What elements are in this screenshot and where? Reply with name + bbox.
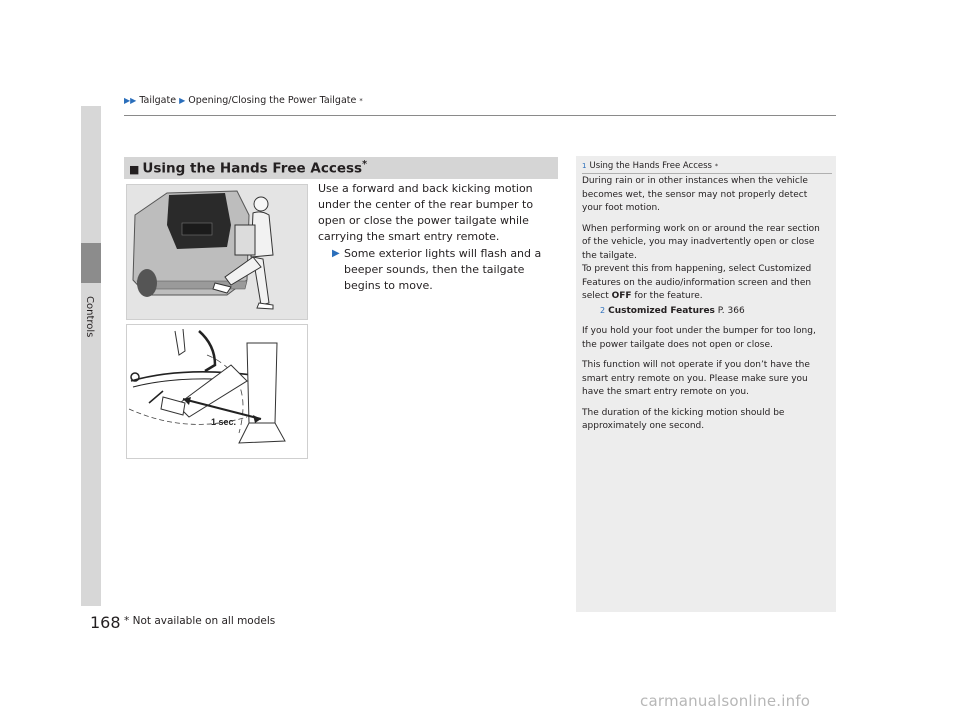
breadcrumb [124,95,363,106]
sidebar-paragraph-4: This function will not operate if you don’t have the smart entry remote on you. Please make sure you have the smart entry remote on you. [582,360,810,397]
bullet-item [332,246,560,294]
customized-features-link[interactable]: 2 Customized Features P. 366 [600,305,745,316]
page-number: 168 [90,613,121,632]
sidebar-notes [576,156,836,612]
bullet-text: Some exterior lights will flash and a beeper sounds, then the tailgate begins to move. [344,247,542,292]
breadcrumb-level1[interactable]: Tailgate [139,95,177,106]
sidebar-asterisk: * [714,162,718,170]
sidebar-rule [582,173,832,174]
body-text [318,181,560,294]
breadcrumb-level2[interactable]: Opening/Closing the Power Tailgate [188,95,357,106]
breadcrumb-asterisk: * [359,96,363,105]
sidebar-header [582,161,718,171]
sidebar-paragraph-5: The duration of the kicking motion should be approximately one second. [582,407,785,431]
sidebar-body [582,175,828,441]
kick-illustration-svg [127,185,307,319]
sidebar-title: Using the Hands Free Access [589,161,712,171]
arrow-right-icon: ▶ [179,96,186,105]
footnote: * Not available on all models [124,615,276,627]
section-title: ■ Using the Hands Free Access* [129,159,367,177]
section-asterisk: * [362,159,367,171]
kick-motion-svg [127,325,307,458]
body-paragraph: Use a forward and back kicking motion under the center of the rear bumper to open or close the power tailgate while carrying the smart entry remote. [318,182,534,243]
side-tab [81,106,101,606]
kick-illustration [126,184,308,320]
sidebar-paragraph-2: When performing work on or around the rear section of the vehicle, you may inadvertently open or close the tailgate. To prevent this from happening, select Customized Features on the audio/information screen and then select OFF for the feature. 2 Customized Features P. 366 [582,223,828,319]
arrow-right-icon: ▶ [332,248,340,259]
square-icon: ■ [129,162,140,176]
duration-label: 1 sec. [211,417,237,427]
kick-motion-illustration [126,324,308,459]
side-tab-marker [81,243,101,283]
side-tab-label: Controls [84,296,95,338]
watermark: carmanualsonline.info [640,692,811,710]
double-arrow-icon: ▶▶ [124,96,137,105]
header-rule [124,115,836,116]
section-header [124,157,558,179]
reference-icon: 2 [600,305,606,315]
sidebar-paragraph-3: If you hold your foot under the bumper for too long, the power tailgate does not open or close. [582,326,816,350]
sidebar-paragraph: During rain or in other instances when the vehicle becomes wet, the sensor may not properly detect your foot motion. [582,176,808,213]
sidebar-ref-number: 1 [582,162,587,170]
